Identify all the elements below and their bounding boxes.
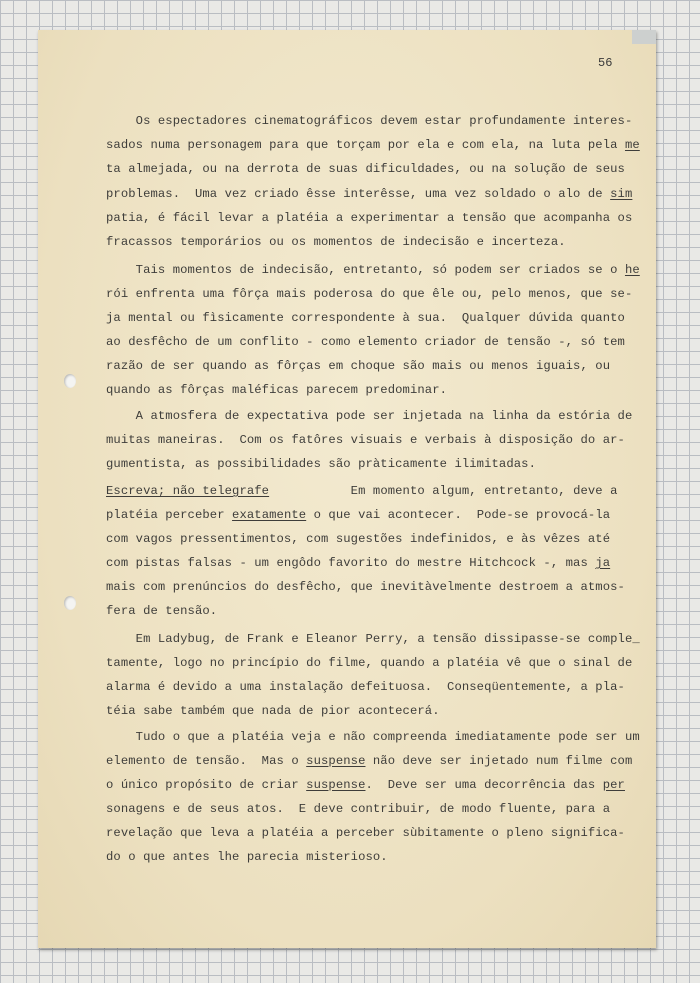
text-line: rói enfrenta uma fôrça mais poderosa do que êle ou, pelo menos, que se- xyxy=(106,287,633,301)
text-line: alarma é devido a uma instalação defeituosa. Conseqüentemente, a pla- xyxy=(106,680,625,694)
text-line: muitas maneiras. Com os fatôres visuais e verbais à disposição do ar- xyxy=(106,433,625,447)
text-line: ao desfêcho de um conflito - como elemento criador de tensão -, só tem xyxy=(106,335,625,349)
text-line: A atmosfera de expectativa pode ser injetada na linha da estória de xyxy=(106,409,633,423)
text-line: sados numa personagem para que torçam por ela e com ela, na luta pela me xyxy=(106,138,640,152)
text-line: Escreva; não telegrafe Em momento algum, entretanto, deve a xyxy=(106,484,618,498)
text-line: sonagens e de seus atos. E deve contribuir, de modo fluente, para a xyxy=(106,802,611,816)
text-line: elemento de tensão. Mas o suspense não deve ser injetado num filme com xyxy=(106,754,633,768)
text-line: platéia perceber exatamente o que vai acontecer. Pode-se provocá-la xyxy=(106,508,611,522)
text-line: do o que antes lhe parecia misterioso. xyxy=(106,850,388,864)
text-line: revelação que leva a platéia a perceber sùbitamente o pleno significa- xyxy=(106,826,625,840)
text-line: problemas. Uma vez criado êsse interêsse, uma vez soldado o alo de sim xyxy=(106,187,633,201)
text-line: com vagos pressentimentos, com sugestões indefinidos, e às vêzes até xyxy=(106,532,611,546)
text-line: fracassos temporários ou os momentos de indecisão e incerteza. xyxy=(106,235,566,249)
text-line: mais com prenúncios do desfêcho, que inevitàvelmente destroem a atmos- xyxy=(106,580,625,594)
page-number: 56 xyxy=(598,56,613,70)
text-line: Tais momentos de indecisão, entretanto, só podem ser criados se o he xyxy=(106,263,640,277)
text-line: Os espectadores cinematográficos devem estar profundamente interes- xyxy=(106,114,633,128)
punch-hole xyxy=(64,374,76,388)
folded-corner xyxy=(632,30,656,44)
text-line: tamente, logo no princípio do filme, quando a platéia vê que o sinal de xyxy=(106,656,633,670)
text-line: o único propósito de criar suspense. Deve ser uma decorrência das per xyxy=(106,778,625,792)
text-line: com pistas falsas - um engôdo favorito do mestre Hitchcock -, mas ja xyxy=(106,556,611,570)
typewritten-page xyxy=(38,30,656,948)
text-line: Em Ladybug, de Frank e Eleanor Perry, a tensão dissipasse-se comple_ xyxy=(106,632,640,646)
text-line: fera de tensão. xyxy=(106,604,218,618)
text-line: ta almejada, ou na derrota de suas dificuldades, ou na solução de seus xyxy=(106,162,625,176)
text-line: gumentista, as possibilidades são pràticamente ilimitadas. xyxy=(106,457,536,471)
text-line: téia sabe também que nada de pior acontecerá. xyxy=(106,704,440,718)
text-line: quando as fôrças maléficas parecem predominar. xyxy=(106,383,448,397)
punch-hole xyxy=(64,596,76,610)
text-line: Tudo o que a platéia veja e não compreenda imediatamente pode ser um xyxy=(106,730,640,744)
text-line: patia, é fácil levar a platéia a experimentar a tensão que acompanha os xyxy=(106,211,633,225)
text-line: ja mental ou fìsicamente correspondente à sua. Qualquer dúvida quanto xyxy=(106,311,625,325)
text-line: razão de ser quando as fôrças em choque são mais ou menos iguais, ou xyxy=(106,359,611,373)
